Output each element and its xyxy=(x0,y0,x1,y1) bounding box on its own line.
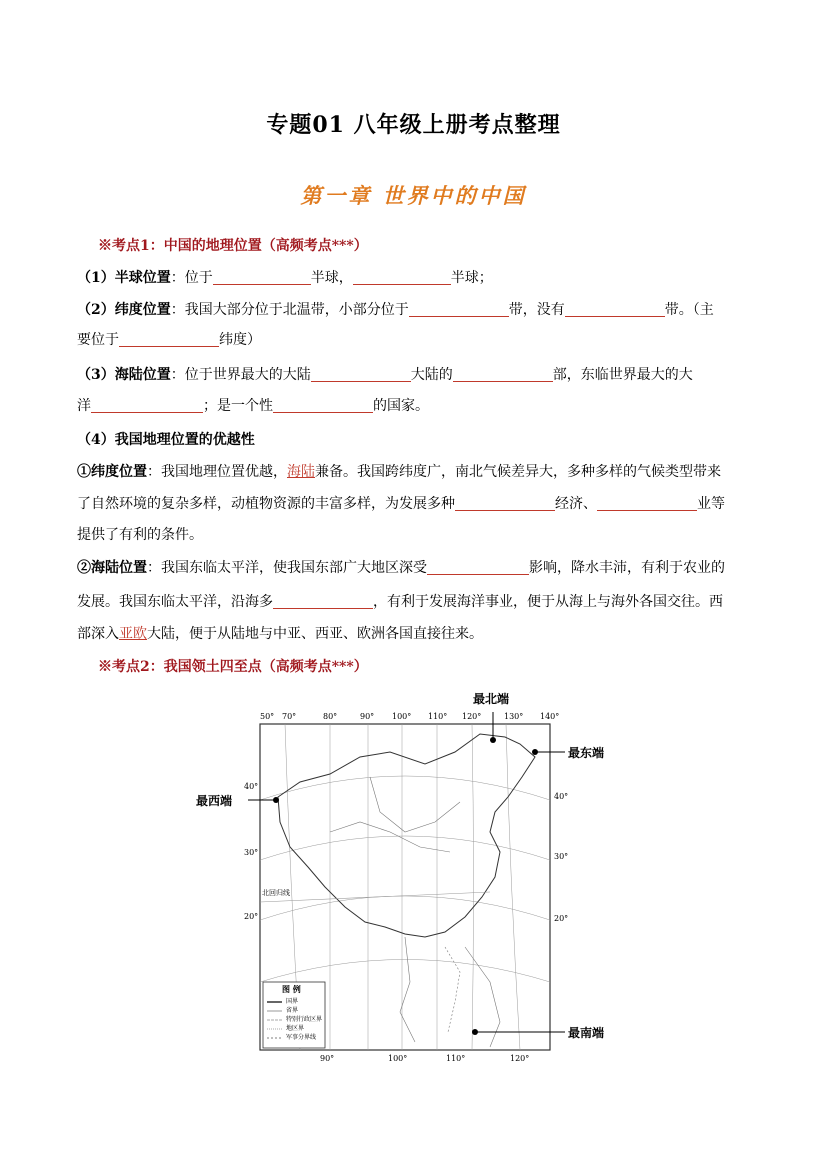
blank[interactable] xyxy=(353,269,451,285)
item-number: （2） xyxy=(77,302,115,318)
text: 了自然环境的复杂多样，动植物资源的丰富多样，为发展多种 xyxy=(77,496,455,512)
label-north: 最北端 xyxy=(473,692,510,706)
key-point-2: ※考点2：我国领土四至点（高频考点***） xyxy=(98,659,368,675)
lon-top: 130° xyxy=(504,712,524,721)
lat-right: 20° xyxy=(554,914,569,923)
text: 业等 xyxy=(697,496,725,512)
lat-left: 20° xyxy=(244,912,259,921)
text: ：位于 xyxy=(170,270,213,286)
advantage-latitude xyxy=(77,462,757,482)
text: 发展。我国东临太平洋，沿海多 xyxy=(77,594,273,610)
item-advantage-heading: （4）我国地理位置的优越性 xyxy=(77,432,255,448)
lon-top: 110° xyxy=(428,712,448,721)
blank[interactable] xyxy=(213,269,311,285)
blank[interactable] xyxy=(597,495,697,511)
china-map xyxy=(190,682,640,1077)
blank[interactable] xyxy=(453,366,553,382)
text: ：我国地理位置优越， xyxy=(147,464,287,480)
lon-top: 70° xyxy=(282,712,297,721)
label-east: 最东端 xyxy=(568,746,605,760)
item-heading: 海陆位置 xyxy=(114,367,171,383)
text: 纬度） xyxy=(219,332,261,348)
red-answer: 海陆 xyxy=(287,464,315,480)
blank[interactable] xyxy=(273,397,373,413)
lon-bottom: 90° xyxy=(320,1054,335,1063)
lat-left: 30° xyxy=(244,848,259,857)
blank[interactable] xyxy=(273,593,373,609)
text: ；是一个性 xyxy=(203,398,273,414)
item-sea-land xyxy=(77,365,757,385)
blank[interactable] xyxy=(119,331,219,347)
text: 大陆，便于从陆地与中亚、西亚、欧洲各国直接往来。 xyxy=(147,626,483,642)
page-title: 专题01 八年级上册考点整理 xyxy=(266,112,561,138)
lat-right: 30° xyxy=(554,852,569,861)
text: 半球； xyxy=(450,270,493,286)
text: 的国家。 xyxy=(373,398,429,414)
chapter-heading: 第一章 世界中的中国 xyxy=(300,183,527,208)
text: ：我国大部分位于北温带，小部分位于 xyxy=(170,302,409,318)
lon-bottom: 100° xyxy=(388,1054,408,1063)
lat-left: 40° xyxy=(244,782,259,791)
item-heading: 纬度位置 xyxy=(91,464,147,480)
lon-bottom: 110° xyxy=(446,1054,466,1063)
lon-top: 50° xyxy=(260,712,275,721)
lon-top: 120° xyxy=(462,712,482,721)
item-number: ② xyxy=(77,560,91,576)
lon-top: 140° xyxy=(540,712,560,721)
key-point-1: ※考点1：中国的地理位置（高频考点***） xyxy=(98,238,368,254)
item-latitude xyxy=(77,300,757,320)
item-sea-land-cont xyxy=(77,396,757,416)
advantage-latitude-end: 提供了有利的条件。 xyxy=(77,527,203,543)
blank[interactable] xyxy=(565,301,665,317)
legend-item: 地区界 xyxy=(286,1025,305,1032)
item-heading: 纬度位置 xyxy=(114,302,171,318)
text: 大陆的 xyxy=(410,367,453,383)
blank[interactable] xyxy=(409,301,509,317)
item-latitude-cont xyxy=(77,330,757,350)
item-heading: 半球位置 xyxy=(114,270,171,286)
item-hemisphere xyxy=(77,268,757,288)
legend-item: 省界 xyxy=(286,1007,299,1014)
text: 要位于 xyxy=(77,332,119,348)
text: 部深入 xyxy=(77,626,119,642)
blank[interactable] xyxy=(311,366,411,382)
lon-top: 100° xyxy=(392,712,412,721)
blank[interactable] xyxy=(427,559,529,575)
legend-item: 特别行政区界 xyxy=(286,1016,323,1023)
text: 带。（主 xyxy=(664,302,714,318)
red-answer: 亚欧 xyxy=(119,626,147,642)
text: 影响，降水丰沛，有利于农业的 xyxy=(529,560,725,576)
text: ：我国东临太平洋，使我国东部广大地区深受 xyxy=(147,560,427,576)
text: 部，东临世界最大的大 xyxy=(552,367,693,383)
lon-top: 90° xyxy=(360,712,375,721)
legend-item: 国界 xyxy=(286,998,299,1005)
label-west: 最西端 xyxy=(196,794,233,808)
tropic-label: 北回归线 xyxy=(262,889,290,897)
legend-item: 军事分界线 xyxy=(286,1034,317,1041)
text: 半球， xyxy=(310,270,353,286)
lon-bottom: 120° xyxy=(510,1054,530,1063)
text: ，有利于发展海洋事业，便于从海上与海外各国交往。西 xyxy=(373,594,723,610)
item-heading: 海陆位置 xyxy=(91,560,147,576)
text: 洋 xyxy=(77,398,91,414)
text: 经济、 xyxy=(555,496,597,512)
legend-title: 图 例 xyxy=(282,984,301,994)
item-number: ① xyxy=(77,464,91,480)
text: 带，没有 xyxy=(508,302,565,318)
advantage-sea-land xyxy=(77,558,757,578)
advantage-sea-land-end xyxy=(77,624,757,644)
blank[interactable] xyxy=(91,397,203,413)
blank[interactable] xyxy=(455,495,555,511)
text: ：位于世界最大的大陆 xyxy=(170,367,311,383)
text: 兼备。我国跨纬度广，南北气候差异大，多种多样的气候类型带来 xyxy=(315,464,721,480)
advantage-sea-land-cont xyxy=(77,592,757,612)
map-figure xyxy=(190,682,640,1077)
advantage-latitude-cont xyxy=(77,494,757,514)
item-number: （1） xyxy=(77,270,115,286)
lon-top: 80° xyxy=(323,712,338,721)
item-number: （3） xyxy=(77,367,115,383)
label-south: 最南端 xyxy=(568,1026,605,1040)
lat-right: 40° xyxy=(554,792,569,801)
